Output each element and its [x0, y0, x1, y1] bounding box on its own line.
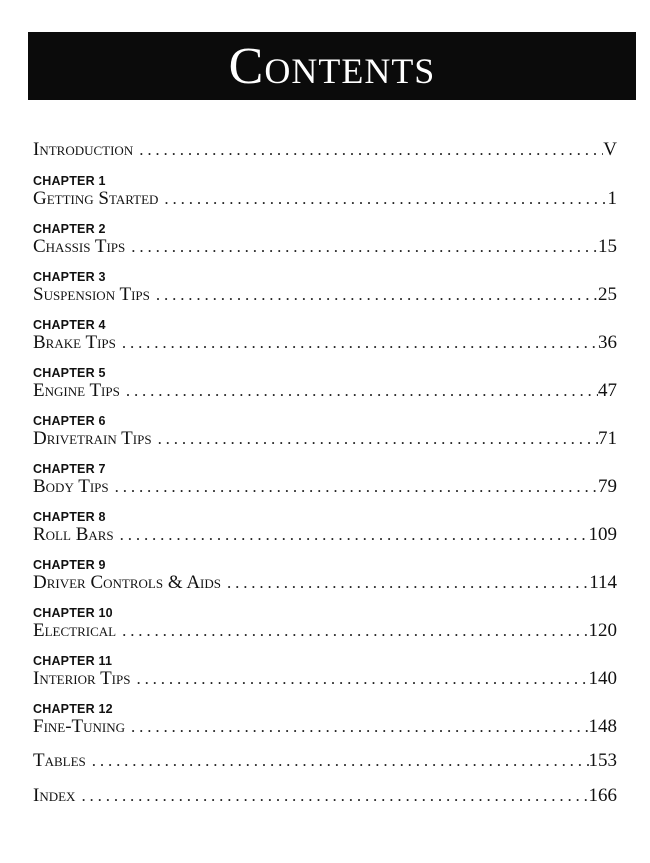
- toc-page-number: 1: [607, 188, 617, 209]
- dot-leader: [158, 188, 607, 210]
- toc-entry-introduction[interactable]: [33, 139, 617, 161]
- chapter-label: CHAPTER 7: [33, 462, 106, 476]
- toc-entry-tables[interactable]: [33, 750, 617, 772]
- toc-line: [33, 750, 617, 772]
- dot-leader: [221, 572, 589, 594]
- toc-entry-index[interactable]: [33, 785, 617, 807]
- dot-leader: [152, 428, 598, 450]
- toc-entry-title: Suspension Tips: [33, 284, 150, 305]
- chapter-label: CHAPTER 2: [33, 222, 106, 236]
- toc-page-number: 114: [589, 572, 617, 593]
- dot-leader: [125, 236, 598, 258]
- toc-page-number: 120: [588, 620, 617, 641]
- toc-entry-title: Introduction: [33, 139, 134, 160]
- toc-line: [33, 524, 617, 546]
- toc-page-number: 79: [598, 476, 617, 497]
- toc-line: [33, 785, 617, 807]
- toc-entry-title: Index: [33, 785, 76, 806]
- toc-line: [33, 668, 617, 690]
- toc-entry-chapter-6[interactable]: [33, 414, 617, 450]
- toc-line: [33, 380, 617, 402]
- toc-line: [33, 236, 617, 258]
- chapter-label: CHAPTER 9: [33, 558, 106, 572]
- dot-leader: [116, 332, 598, 354]
- toc-page-number: 153: [588, 750, 617, 771]
- chapter-label: CHAPTER 5: [33, 366, 106, 380]
- toc-line: [33, 716, 617, 738]
- toc-line: [33, 188, 617, 210]
- toc-page-number: 47: [598, 380, 617, 401]
- toc-page-number: 148: [588, 716, 617, 737]
- toc-entry-title: Body Tips: [33, 476, 109, 497]
- toc-entry-title: Electrical: [33, 620, 117, 641]
- toc-entry-chapter-2[interactable]: [33, 222, 617, 258]
- toc-line: [33, 332, 617, 354]
- toc-line: [33, 428, 617, 450]
- dot-leader: [133, 139, 603, 161]
- chapter-label: CHAPTER 12: [33, 702, 113, 716]
- toc-page-number: 109: [588, 524, 617, 545]
- toc-entry-title: Brake Tips: [33, 332, 116, 353]
- toc-page-number: 36: [598, 332, 617, 353]
- toc-entry-title: Fine-Tuning: [33, 716, 126, 737]
- title-banner: [28, 32, 636, 100]
- toc-page-number: V: [603, 139, 617, 160]
- toc-entry-title: Engine Tips: [33, 380, 120, 401]
- toc-entry-title: Getting Started: [33, 188, 159, 209]
- toc-line: [33, 476, 617, 498]
- toc-page-number: 140: [588, 668, 617, 689]
- toc-line: [33, 620, 617, 642]
- toc-entry-chapter-8[interactable]: [33, 510, 617, 546]
- toc-entry-title: Tables: [33, 750, 86, 771]
- dot-leader: [130, 668, 588, 690]
- toc-entry-title: Chassis Tips: [33, 236, 126, 257]
- toc-entry-chapter-3[interactable]: [33, 270, 617, 306]
- toc-entry-chapter-5[interactable]: [33, 366, 617, 402]
- toc-entry-chapter-9[interactable]: [33, 558, 617, 594]
- toc-entry-title: Drivetrain Tips: [33, 428, 152, 449]
- toc-entry-title: Driver Controls & Aids: [33, 572, 221, 593]
- dot-leader: [86, 750, 589, 772]
- toc-entry-title: Roll Bars: [33, 524, 114, 545]
- chapter-label: CHAPTER 4: [33, 318, 106, 332]
- dot-leader: [114, 524, 589, 546]
- toc-entry-chapter-10[interactable]: [33, 606, 617, 642]
- toc-page-number: 166: [588, 785, 617, 806]
- toc-entry-chapter-11[interactable]: [33, 654, 617, 690]
- toc-entry-chapter-1[interactable]: [33, 174, 617, 210]
- toc-page-number: 25: [598, 284, 617, 305]
- dot-leader: [150, 284, 598, 306]
- toc-entry-chapter-12[interactable]: [33, 702, 617, 738]
- chapter-label: CHAPTER 3: [33, 270, 106, 284]
- toc-line: [33, 284, 617, 306]
- chapter-label: CHAPTER 11: [33, 654, 113, 668]
- dot-leader: [120, 380, 598, 402]
- toc-line: [33, 572, 617, 594]
- toc-entry-chapter-7[interactable]: [33, 462, 617, 498]
- chapter-label: CHAPTER 8: [33, 510, 106, 524]
- chapter-label: CHAPTER 10: [33, 606, 113, 620]
- dot-leader: [116, 620, 588, 642]
- toc-page-number: 71: [598, 428, 617, 449]
- dot-leader: [109, 476, 598, 498]
- toc-entry-chapter-4[interactable]: [33, 318, 617, 354]
- table-of-contents: [33, 139, 617, 807]
- toc-page-number: 15: [598, 236, 617, 257]
- dot-leader: [75, 785, 588, 807]
- chapter-label: CHAPTER 6: [33, 414, 106, 428]
- chapter-label: CHAPTER 1: [33, 174, 106, 188]
- toc-line: [33, 139, 617, 161]
- toc-entry-title: Interior Tips: [33, 668, 131, 689]
- page-title: Contents: [228, 38, 436, 95]
- dot-leader: [125, 716, 588, 738]
